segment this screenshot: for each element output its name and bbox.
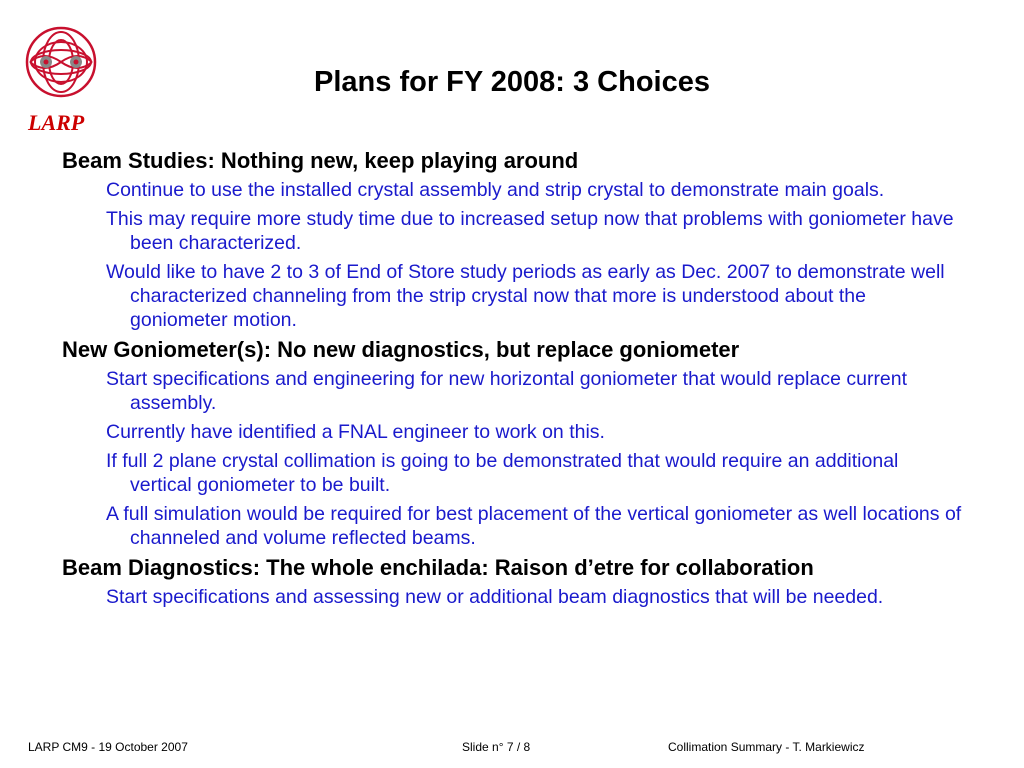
section	[62, 148, 962, 332]
footer-slide-number: Slide n° 7 / 8	[462, 740, 531, 754]
section	[62, 555, 962, 609]
footer-left: LARP CM9 - 19 October 2007	[28, 740, 188, 754]
logo-label: LARP	[28, 110, 85, 135]
bullet: Continue to use the installed crystal assembly and strip crystal to demonstrate main goals.	[106, 179, 885, 201]
section-heading: Beam Studies: Nothing new, keep playing around	[62, 148, 579, 173]
section	[62, 337, 962, 550]
bullet: Start specifications and engineering for new horizontal goniometer that would replace current assembly.	[106, 368, 908, 414]
bullet: If full 2 plane crystal collimation is going to be demonstrated that would require an additional vertical goniometer to be built.	[106, 450, 899, 496]
section-heading: Beam Diagnostics: The whole enchilada: Raison d’etre for collaboration	[62, 555, 814, 580]
footer-right: Collimation Summary - T. Markiewicz	[668, 740, 865, 754]
bullet: Start specifications and assessing new or additional beam diagnostics that will be needed.	[106, 586, 884, 608]
bullet: Would like to have 2 to 3 of End of Store study periods as early as Dec. 2007 to demonstrate well characterized channeling from the strip crystal now that more is understood about the goniometer motion.	[106, 261, 945, 331]
slide-title: Plans for FY 2008: 3 Choices	[314, 66, 710, 98]
bullet: This may require more study time due to increased setup now that problems with goniometer have been characterized.	[106, 208, 954, 254]
bullet: A full simulation would be required for best placement of the vertical goniometer as well locations of channeled and volume reflected beams.	[106, 503, 962, 549]
bullet: Currently have identified a FNAL engineer to work on this.	[106, 421, 605, 443]
slide-content	[62, 148, 962, 614]
section-heading: New Goniometer(s): No new diagnostics, but replace goniometer	[62, 337, 740, 362]
